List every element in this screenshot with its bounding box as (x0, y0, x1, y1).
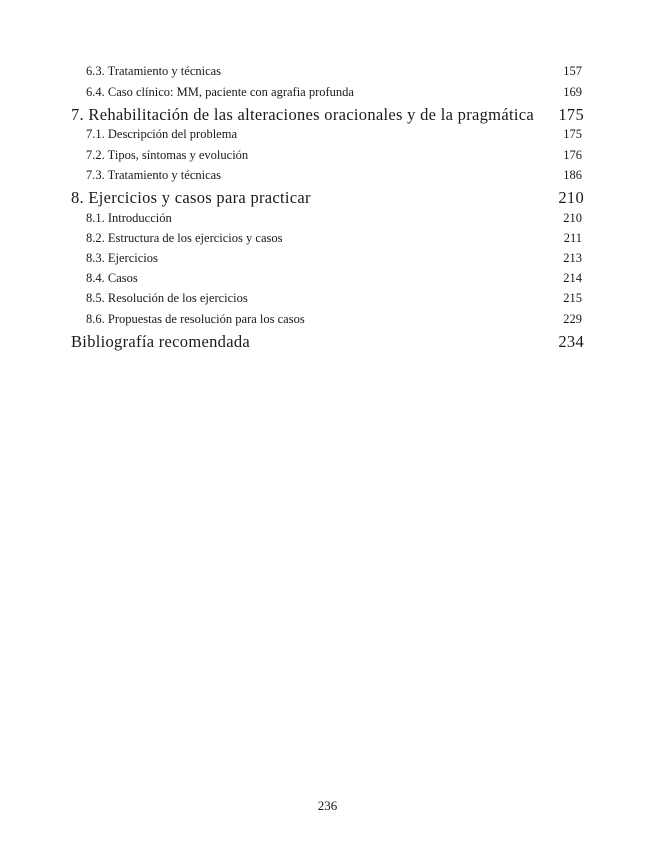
toc-entry-page: 169 (563, 85, 582, 99)
toc-entry-title: 8.6. Propuestas de resolución para los casos (86, 312, 305, 326)
toc-entry-page: 210 (563, 211, 582, 225)
toc-chapter (71, 105, 584, 125)
toc-entry-title: 7.3. Tratamiento y técnicas (86, 168, 222, 182)
toc-chapter (71, 332, 584, 352)
toc-entry-page: 157 (563, 64, 582, 78)
toc-entry-title: 7.2. Tipos, síntomas y evolución (86, 148, 249, 162)
toc-chapter-page: 210 (558, 188, 584, 207)
toc-entry-title: 8.2. Estructura de los ejercicios y casos (86, 231, 283, 245)
toc-entry (86, 291, 582, 306)
toc-entry-title: 8.5. Resolución de los ejercicios (86, 291, 248, 305)
toc-chapter-title: 8. Ejercicios y casos para practicar (71, 188, 311, 207)
toc-entry (86, 148, 582, 163)
toc-entry-page: 176 (563, 148, 582, 162)
toc-entry-page: 213 (563, 251, 582, 265)
toc-entry-title: 8.1. Introducción (86, 211, 172, 225)
toc-entry (86, 127, 582, 142)
toc-entry (86, 211, 582, 226)
page-number: 236 (317, 798, 338, 813)
toc-entry (86, 168, 582, 183)
toc-entry (86, 312, 582, 327)
toc-chapter-page: 234 (558, 332, 584, 351)
toc-entry (86, 231, 582, 246)
toc-entry (86, 271, 582, 286)
toc-entry (86, 64, 582, 79)
toc-entry-page: 175 (563, 127, 582, 141)
toc-chapter-title: 7. Rehabilitación de las alteraciones oracionales y de la pragmática (71, 105, 534, 124)
toc-entry-page: 215 (563, 291, 582, 305)
toc-chapter-page: 175 (558, 105, 584, 124)
toc-entry-title: 8.3. Ejercicios (86, 251, 158, 265)
toc-entry-page: 186 (563, 168, 582, 182)
toc-entry (86, 85, 582, 100)
toc-entry-page: 229 (563, 312, 582, 326)
toc-entry-title: 7.1. Descripción del problema (86, 127, 237, 141)
toc-entry (86, 251, 582, 266)
toc-entry-page: 214 (563, 271, 582, 285)
toc-chapter (71, 188, 584, 208)
toc-entry-page: 211 (563, 231, 582, 245)
toc-chapter-title: Bibliografía recomendada (71, 332, 250, 351)
toc-entry-title: 6.4. Caso clínico: MM, paciente con agrafia profunda (86, 85, 354, 99)
toc-entry-title: 6.3. Tratamiento y técnicas (86, 64, 222, 78)
toc-entry-title: 8.4. Casos (86, 271, 138, 285)
